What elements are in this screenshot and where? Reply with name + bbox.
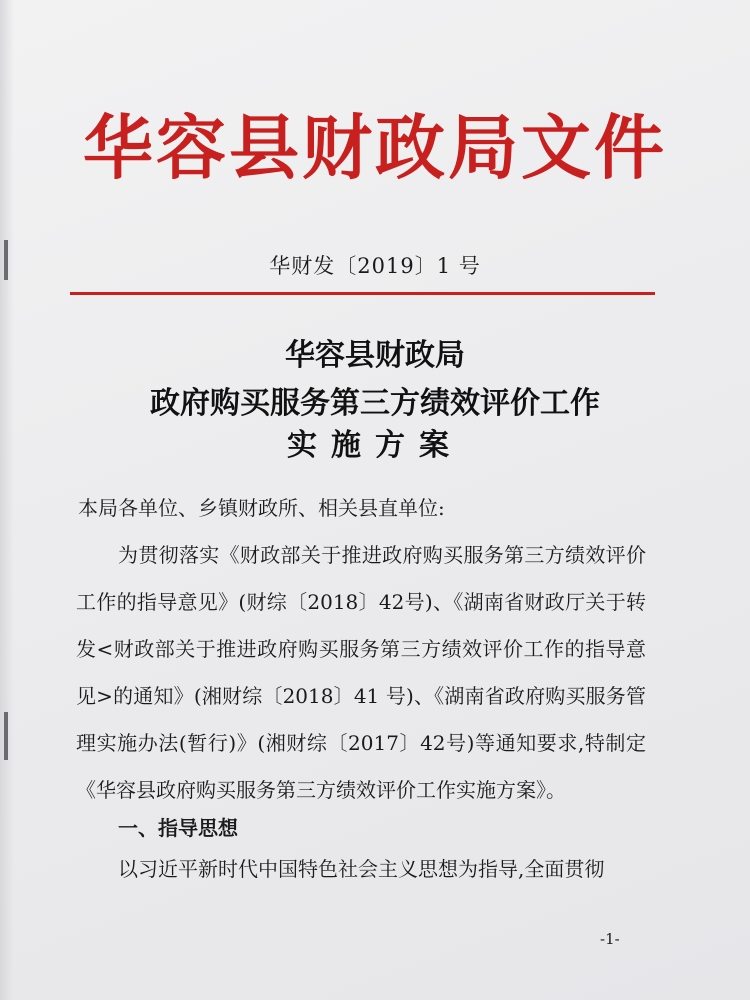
- title-line-1: 华容县财政局: [285, 338, 465, 373]
- title-line-3: 实施方案: [287, 428, 463, 463]
- addressee: 本局各单位、乡镇财政所、相关县直单位:: [78, 496, 445, 520]
- page-number: -1-: [600, 930, 620, 948]
- section-heading: 一、指导思想: [118, 816, 238, 840]
- title-line-2: 政府购买服务第三方绩效评价工作: [150, 386, 600, 421]
- binder-clip-mark: [4, 712, 8, 760]
- red-divider-rule: [70, 292, 655, 295]
- document-number: 华财发〔2019〕1 号: [269, 254, 481, 278]
- section-text: 以习近平新时代中国特色社会主义思想为指导,全面贯彻: [118, 857, 605, 881]
- document-header-title: 华容县财政局文件: [83, 107, 667, 189]
- body-paragraph: 为贯彻落实《财政部关于推进政府购买服务第三方绩效评价工作的指导意见》(财综〔2018〕42号)、《湖南省财政厅关于转发<财政部关于推进政府购买服务第三方绩效评价工作的指导意见>的通知》(湘财综〔2018〕41 号)、《湖南省政府购买服务管理实施办法(暂行)》(湘财综〔2017〕42号)等通知要求,特制定《华容县政府购买服务第三方绩效评价工作实施方案》。: [76, 543, 646, 802]
